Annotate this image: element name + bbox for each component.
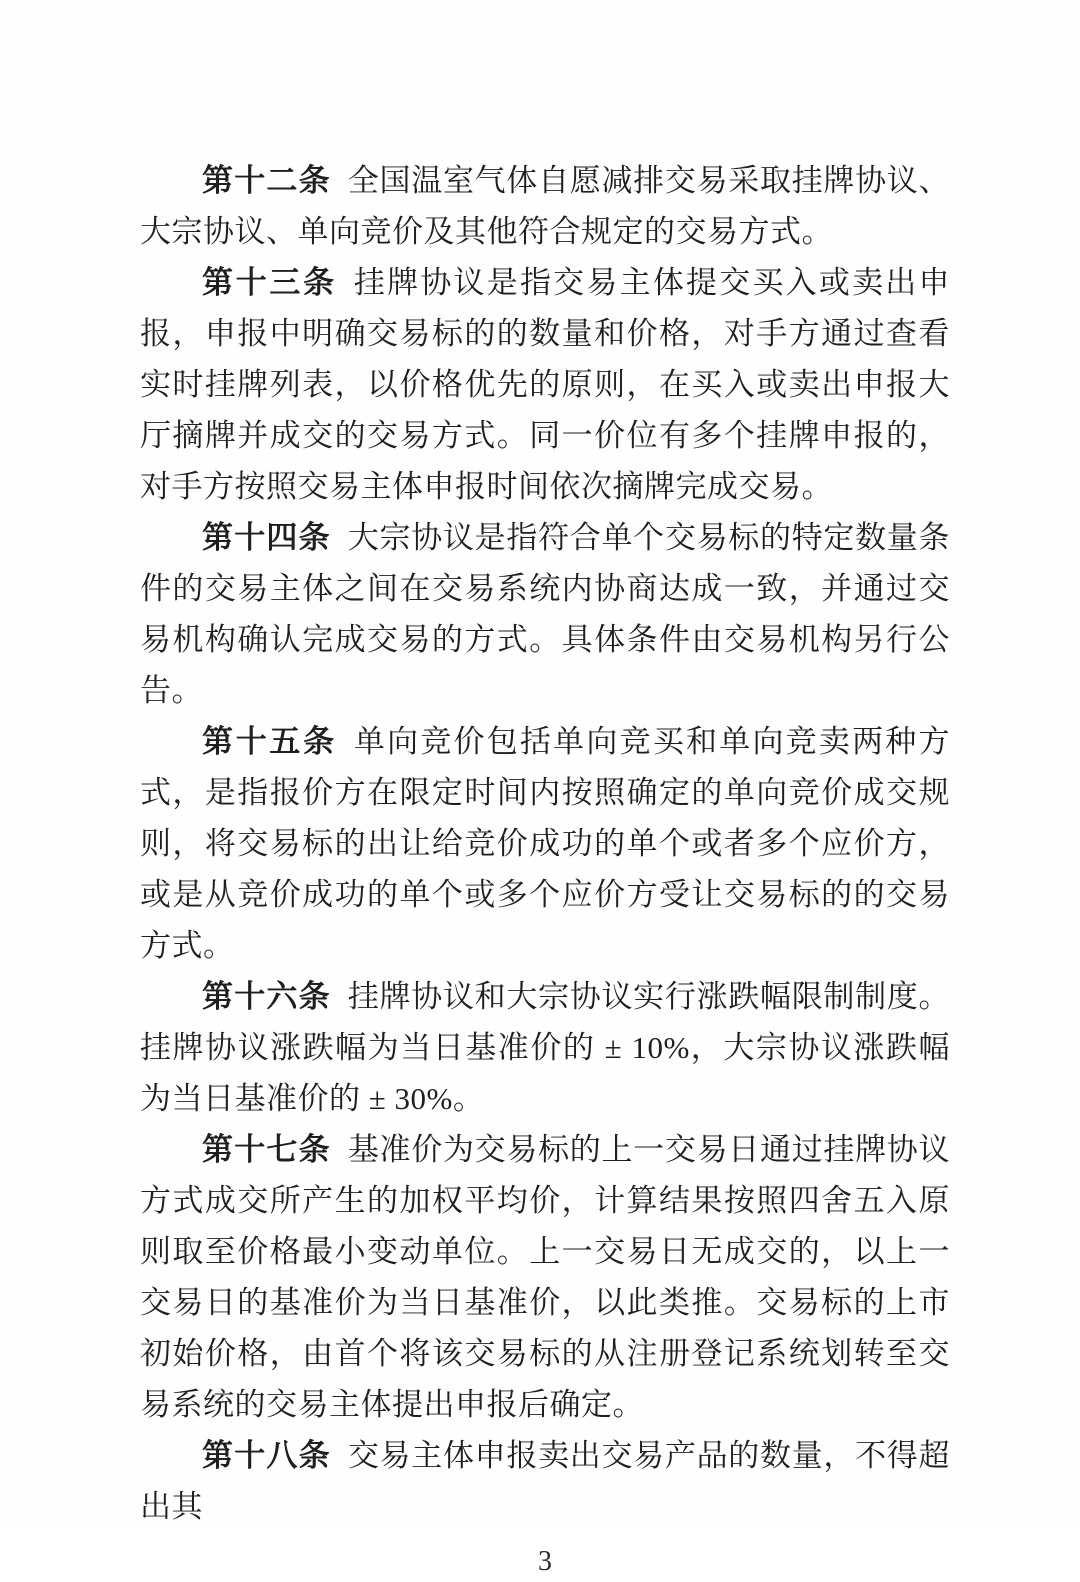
article-text: 挂牌协议和大宗协议实行涨跌幅限制制度。挂牌协议涨跌幅为当日基准价的 ± 10%，大宗协议涨跌幅为当日基准价的 ± 30%。 — [140, 979, 951, 1116]
article-number: 第十二条 — [202, 163, 331, 198]
article-paragraph-15 — [140, 716, 950, 971]
article-text: 大宗协议是指符合单个交易标的特定数量条件的交易主体之间在交易系统内协商达成一致，并通过交易机构确认完成交易的方式。具体条件由交易机构另行公告。 — [140, 520, 951, 708]
document-body — [140, 155, 950, 1532]
article-paragraph-16 — [140, 971, 950, 1124]
article-paragraph-17 — [140, 1124, 950, 1430]
article-number: 第十七条 — [202, 1132, 331, 1167]
article-text: 基准价为交易标的上一交易日通过挂牌协议方式成交所产生的加权平均价，计算结果按照四舍五入原则取至价格最小变动单位。上一交易日无成交的，以上一交易日的基准价为当日基准价，以此类推。交易标的上市初始价格，由首个将该交易标的从注册登记系统划转至交易系统的交易主体提出申报后确定。 — [140, 1132, 951, 1422]
article-paragraph-13 — [140, 257, 950, 512]
article-paragraph-18 — [140, 1430, 950, 1532]
page-number: 3 — [538, 1546, 552, 1577]
article-paragraph-12 — [140, 155, 950, 257]
article-number: 第十八条 — [202, 1438, 331, 1473]
article-text: 挂牌协议是指交易主体提交买入或卖出申报，申报中明确交易标的的数量和价格，对手方通过查看实时挂牌列表，以价格优先的原则，在买入或卖出申报大厅摘牌并成交的交易方式。同一价位有多个挂牌申报的，对手方按照交易主体申报时间依次摘牌完成交易。 — [140, 265, 951, 504]
article-number: 第十五条 — [202, 724, 337, 759]
article-paragraph-14 — [140, 512, 950, 716]
article-number: 第十六条 — [202, 979, 331, 1014]
article-text: 交易主体申报卖出交易产品的数量，不得超出其 — [140, 1438, 951, 1524]
article-text: 全国温室气体自愿减排交易采取挂牌协议、大宗协议、单向竞价及其他符合规定的交易方式。 — [140, 163, 951, 249]
article-text: 单向竞价包括单向竞买和单向竞卖两种方式，是指报价方在限定时间内按照确定的单向竞价成交规则，将交易标的出让给竞价成功的单个或者多个应价方，或是从竞价成功的单个或多个应价方受让交易标的的交易方式。 — [140, 724, 951, 963]
article-number: 第十三条 — [202, 265, 337, 300]
article-number: 第十四条 — [202, 520, 331, 555]
